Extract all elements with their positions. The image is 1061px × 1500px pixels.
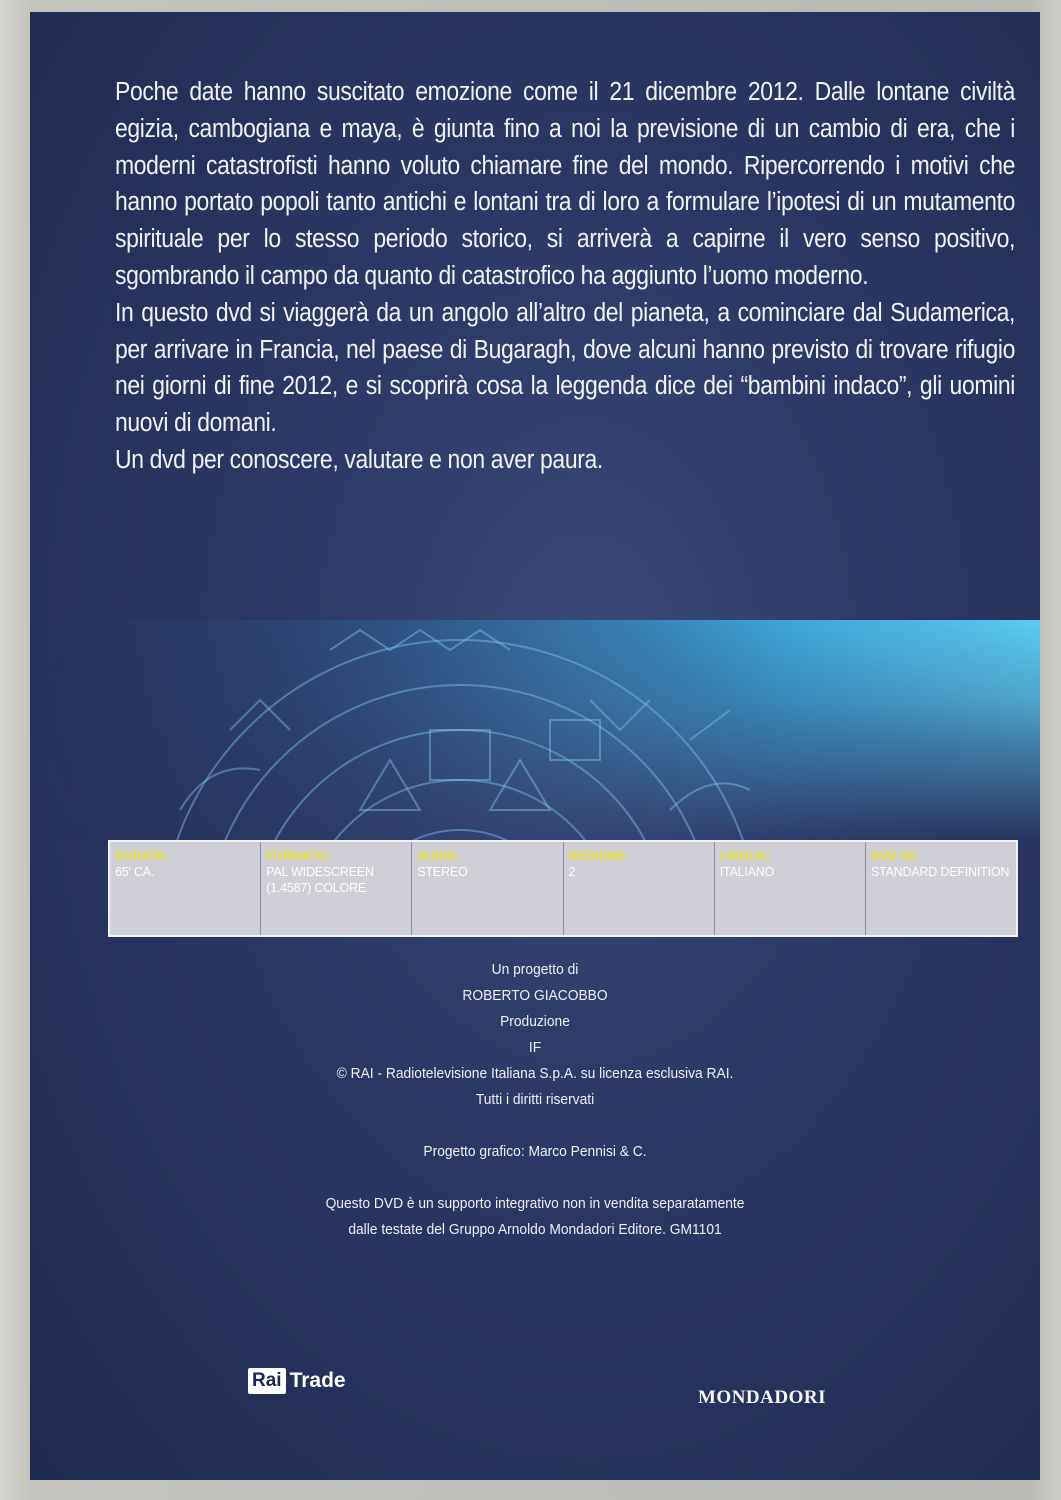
spec-label: DVD SD — [870, 849, 917, 863]
project-label: Un progetto di — [491, 961, 579, 978]
spec-label: DURATA: — [115, 849, 169, 863]
trade-logo-text: Trade — [289, 1369, 346, 1392]
spec-cell-format — [261, 842, 412, 935]
spec-label: FORMATO: — [266, 849, 331, 863]
spec-label: AUDIO: — [417, 849, 461, 863]
credits-block — [70, 957, 999, 1243]
rai-trade-logo — [248, 1368, 346, 1394]
description-paragraph-2: In questo dvd si viaggerà da un angolo all’altro del pianeta, a cominciare dal Sudamerica, per arrivare in Francia, nel paese di Bugaragh, dove alcuni hanno previsto di trovare rifugio nei giorni di fine 2012, e si scoprirà cosa la leggenda dice dei “bambini indaco”, gli uomini nuovi di domani. — [115, 298, 1015, 438]
production-name: IF — [528, 1039, 542, 1056]
spec-value: ITALIANO — [719, 865, 775, 879]
graphics-credit: Progetto grafico: Marco Pennisi & C. — [423, 1143, 647, 1160]
spec-cell-language — [715, 842, 866, 935]
description-text — [115, 74, 1015, 479]
disclaimer-line-2: dalle testate del Gruppo Arnoldo Mondadori Editore. GM1101 — [348, 1221, 722, 1238]
spec-value: 65' CA. — [115, 865, 155, 879]
spec-cell-region — [564, 842, 715, 935]
spec-value: STEREO — [417, 865, 468, 879]
spec-value: STANDARD DEFINITION — [870, 865, 1010, 879]
spec-cell-dvd-sd — [866, 842, 1016, 935]
spec-cell-duration — [110, 842, 261, 935]
spec-value: 2 — [568, 865, 576, 879]
spec-value: PAL WIDESCREEN (1.4587) COLORE — [266, 865, 374, 895]
description-paragraph-1: Poche date hanno suscitato emozione come il 21 dicembre 2012. Dalle lontane civiltà egizia, cambogiana e maya, è giunta fino a noi la previsione di un cambio di era, che i moderni catastrofisti hanno voluto chiamare fine del mondo. Ripercorrendo i motivi che hanno portato popoli tanto antichi e lontani tra di loro a formulare l’ipotesi di un mutamento spirituale per lo stesso periodo storico, si arriverà a capirne il vero senso positivo, sgombrando il campo da quanto di catastrofico ha aggiunto l’uomo moderno. — [115, 78, 1015, 290]
production-label: Produzione — [500, 1013, 570, 1030]
back-cover — [30, 12, 1040, 1480]
rai-logo-mark: Rai — [248, 1368, 286, 1394]
spec-table — [108, 840, 1018, 937]
mayan-calendar-band — [30, 610, 1040, 840]
description-paragraph-3: Un dvd per conoscere, valutare e non aver paura. — [115, 445, 603, 474]
disclaimer-line-1: Questo DVD è un supporto integrativo non in vendita separatamente — [325, 1195, 745, 1212]
mayan-calendar-image — [30, 610, 1040, 840]
author-name: ROBERTO GIACOBBO — [462, 987, 608, 1004]
spec-cell-audio — [412, 842, 563, 935]
spec-label: LINGUA: — [719, 849, 771, 863]
spec-label: REGIONE: — [568, 849, 629, 863]
mondadori-logo: MONDADORI — [698, 1387, 826, 1408]
rights-text: Tutti i diritti riservati — [475, 1091, 595, 1108]
copyright-text: © RAI - Radiotelevisione Italiana S.p.A. su licenza esclusiva RAI. — [336, 1065, 734, 1082]
